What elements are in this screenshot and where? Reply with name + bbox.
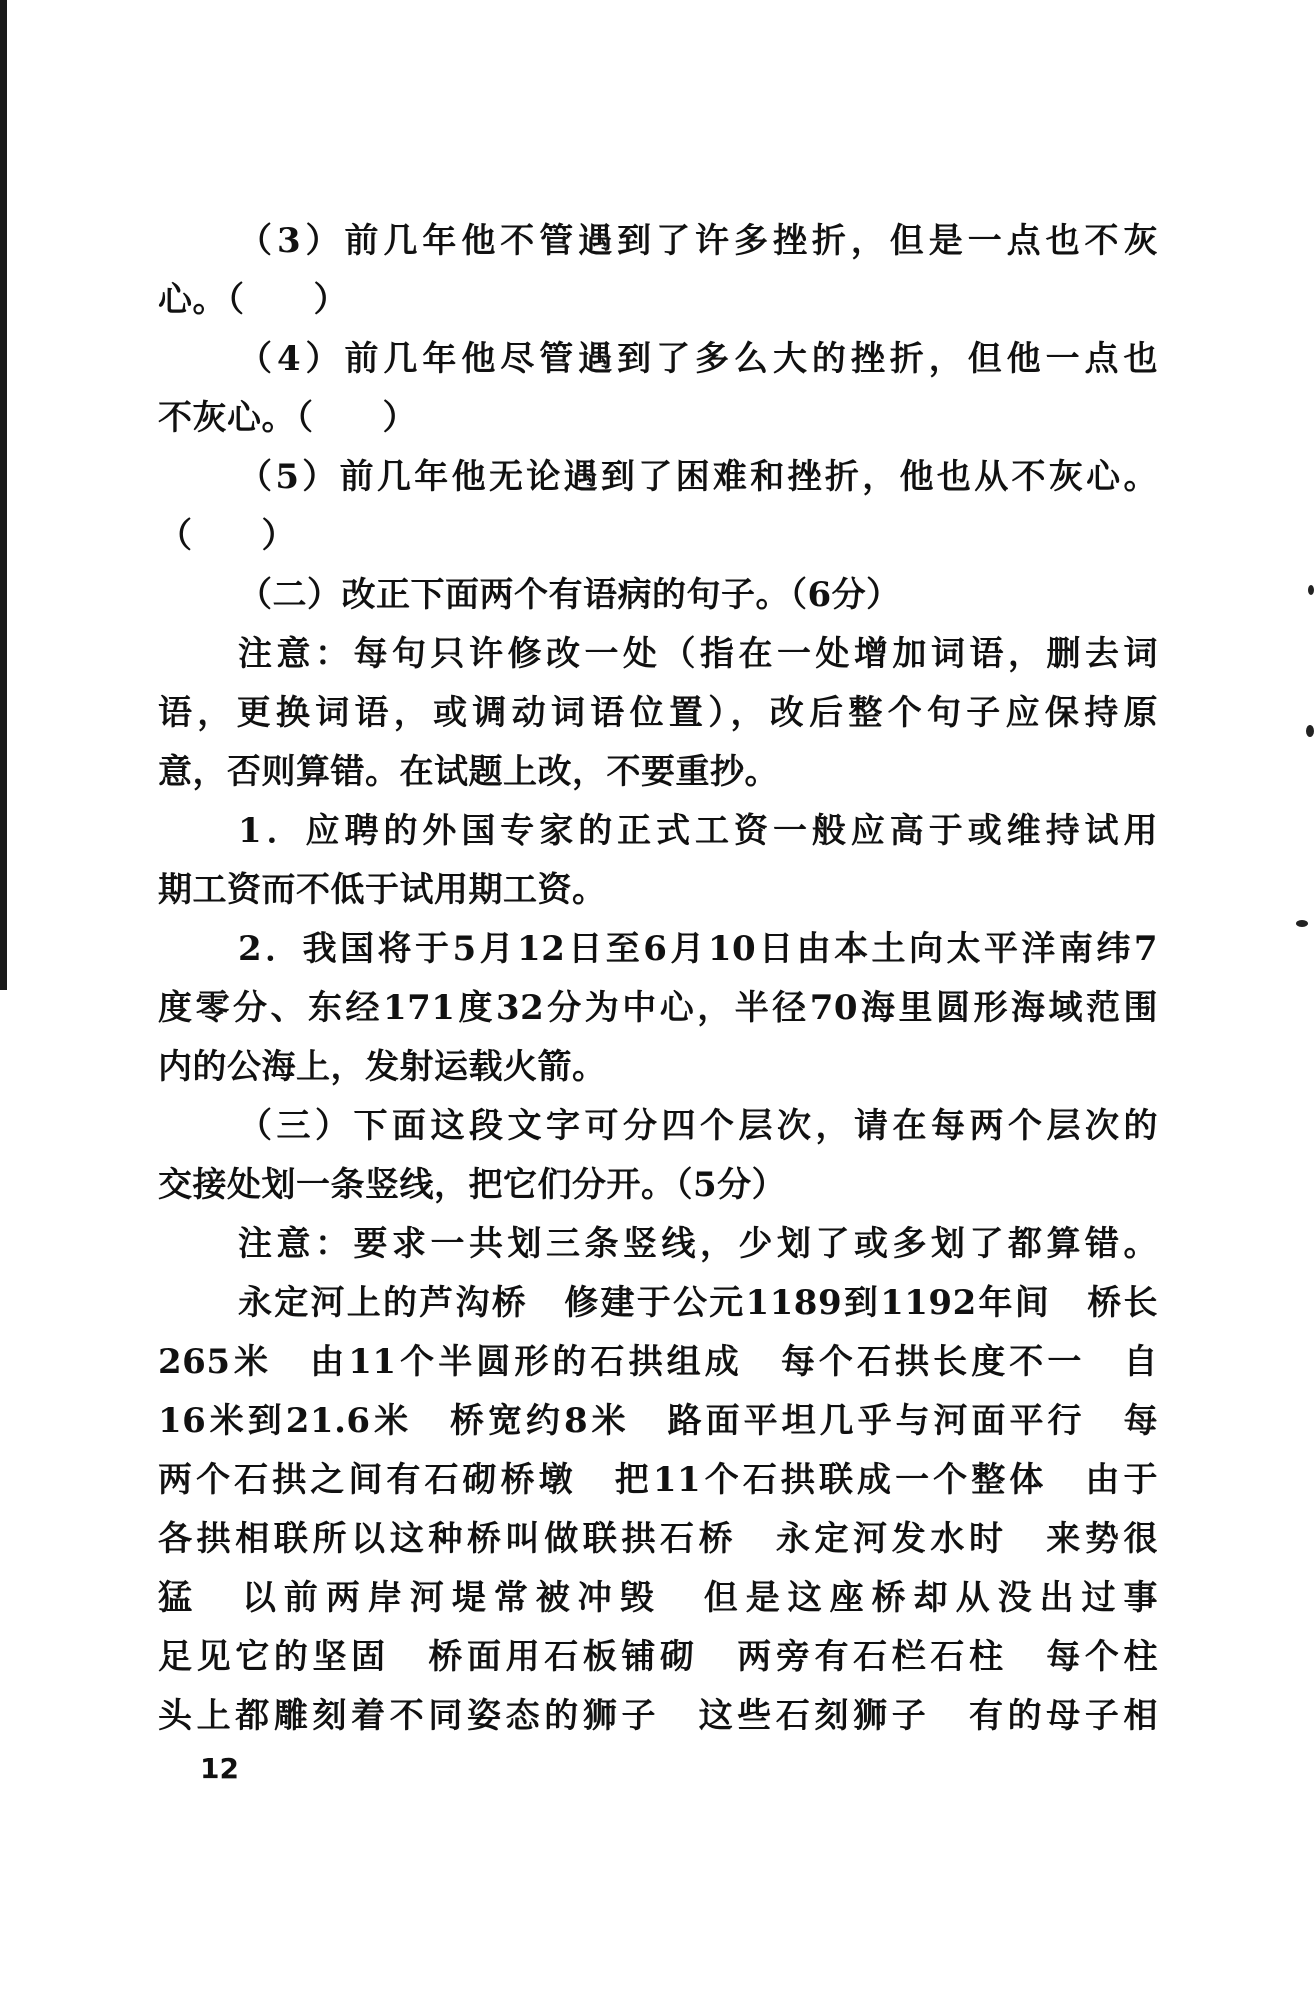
text-line: 足见它的坚固 桥面用石板铺砌 两旁有石栏石柱 每个柱 [158, 1637, 1158, 1677]
scan-speck [1308, 585, 1314, 595]
text-line: （4）前几年他尽管遇到了多么大的挫折，但他一点也 [238, 339, 1158, 379]
scan-speck [1296, 920, 1308, 927]
page-number: 12 [200, 1752, 239, 1785]
text-line: 16米到21.6米 桥宽约8米 路面平坦几乎与河面平行 每 [158, 1401, 1158, 1441]
text-line: 不灰心。（ ） [158, 398, 417, 438]
text-line: 语，更换词语，或调动词语位置），改后整个句子应保持原 [158, 693, 1158, 733]
section-heading: （二）改正下面两个有语病的句子。（6分） [238, 575, 901, 615]
text-line: 2．我国将于5月12日至6月10日由本土向太平洋南纬7 [238, 929, 1158, 969]
text-line: 两个石拱之间有石砌桥墩 把11个石拱联成一个整体 由于 [158, 1460, 1158, 1500]
text-line: （3）前几年他不管遇到了许多挫折，但是一点也不灰 [238, 221, 1158, 261]
scan-speck [1306, 725, 1314, 737]
text-line: 头上都雕刻着不同姿态的狮子 这些石刻狮子 有的母子相 [158, 1696, 1158, 1736]
text-line: 永定河上的芦沟桥 修建于公元1189到1192年间 桥长 [238, 1283, 1158, 1323]
text-line: 猛 以前两岸河堤常被冲毁 但是这座桥却从没出过事 [158, 1578, 1158, 1618]
text-line: 注意：每句只许修改一处（指在一处增加词语，删去词 [238, 634, 1158, 674]
text-line: 各拱相联所以这种桥叫做联拱石桥 永定河发水时 来势很 [158, 1519, 1158, 1559]
text-line: 度零分、东经171度32分为中心，半径70海里圆形海域范围 [158, 988, 1158, 1028]
text-line: 265米 由11个半圆形的石拱组成 每个石拱长度不一 自 [158, 1342, 1158, 1382]
text-line: 注意：要求一共划三条竖线，少划了或多划了都算错。 [238, 1224, 1158, 1264]
text-line: 期工资而不低于试用期工资。 [158, 870, 607, 910]
section-heading: （三）下面这段文字可分四个层次，请在每两个层次的 [238, 1106, 1158, 1146]
text-line: （ ） [158, 516, 296, 556]
text-line: 意，否则算错。在试题上改，不要重抄。 [158, 752, 779, 792]
body-text [158, 212, 1158, 1746]
text-line: 1．应聘的外国专家的正式工资一般应高于或维持试用 [238, 811, 1158, 851]
page-edge-shadow [0, 0, 7, 990]
text-line: （5）前几年他无论遇到了困难和挫折，他也从不灰心。 [238, 457, 1158, 497]
text-line: 交接处划一条竖线，把它们分开。（5分） [158, 1165, 787, 1205]
text-line: 心。（ ） [158, 280, 348, 320]
text-line: 内的公海上，发射运载火箭。 [158, 1047, 607, 1087]
